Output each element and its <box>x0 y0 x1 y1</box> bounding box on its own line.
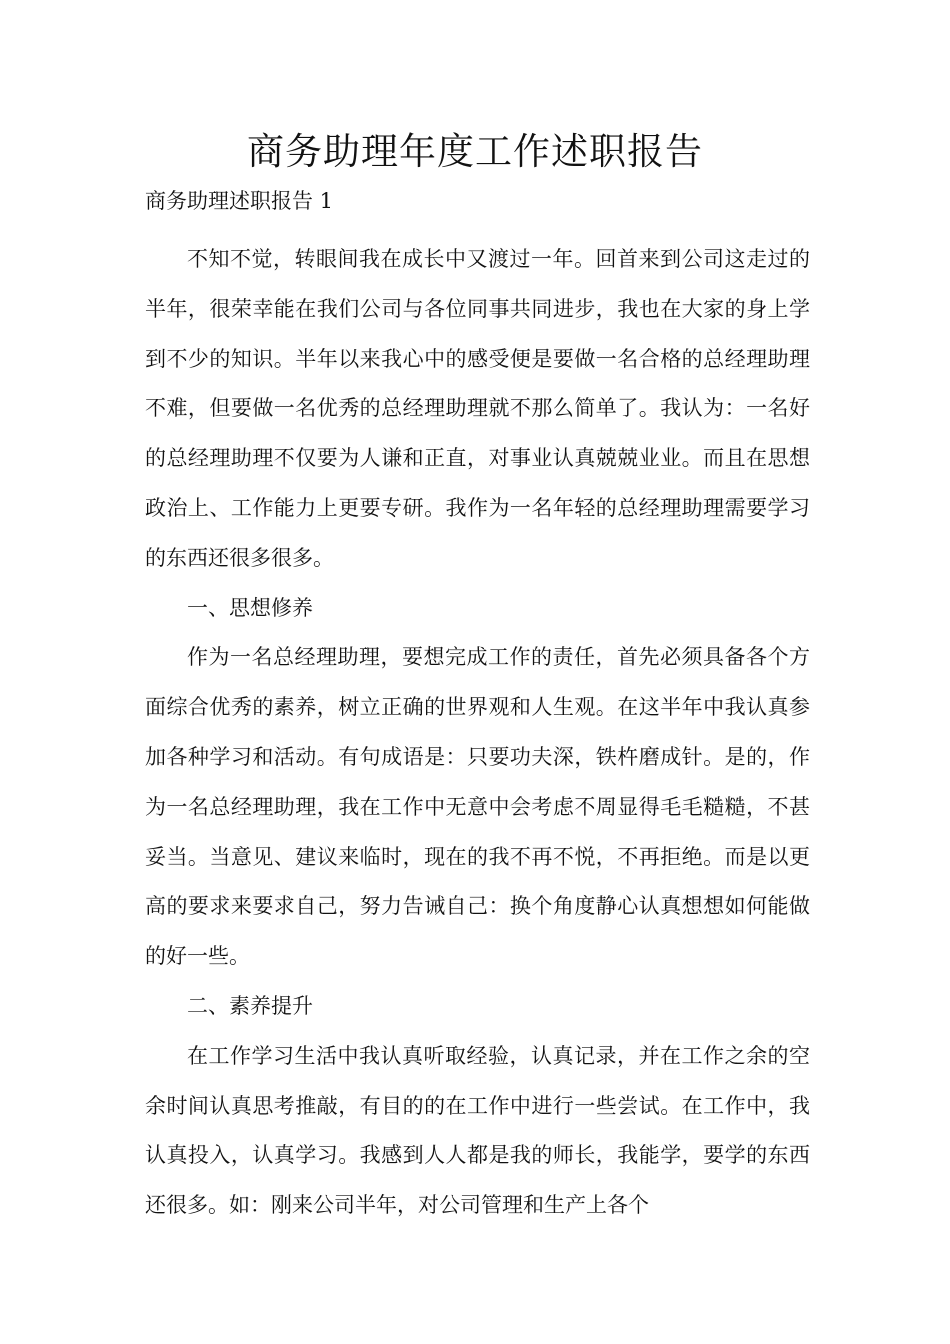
paragraph-section-1: 作为一名总经理助理，要想完成工作的责任，首先必须具备各个方面综合优秀的素养，树立正确的世界观和人生观。在这半年中我认真参加各种学习和活动。有句成语是：只要功夫深，铁杵磨成针。是的，作为一名总经理助理，我在工作中无意中会考虑不周显得毛毛糙糙，不甚妥当。当意见、建议来临时，现在的我不再不悦，不再拒绝。而是以更高的要求来要求自己，努力告诫自己：换个角度静心认真想想如何能做的好一些。 <box>145 645 810 969</box>
paragraph-section-2: 在工作学习生活中我认真听取经验，认真记录，并在工作之余的空余时间认真思考推敲，有目的的在工作中进行一些尝试。在工作中，我认真投入，认真学习。我感到人人都是我的师长，我能学，要学的东西还很多。如：刚来公司半年，对公司管理和生产上各个 <box>145 1043 810 1218</box>
section-heading-1: 一、思想修养 <box>187 595 313 620</box>
document-title: 商务助理年度工作述职报告 <box>247 130 703 173</box>
document-body <box>145 235 810 1231</box>
section-heading-2: 二、素养提升 <box>187 993 313 1018</box>
document-subtitle: 商务助理述职报告 1 <box>145 189 334 213</box>
paragraph-intro: 不知不觉，转眼间我在成长中又渡过一年。回首来到公司这走过的半年，很荣幸能在我们公司与各位同事共同进步，我也在大家的身上学到不少的知识。半年以来我心中的感受便是要做一名合格的总经理助理不难，但要做一名优秀的总经理助理就不那么简单了。我认为：一名好的总经理助理不仅要为人谦和正直，对事业认真兢兢业业。而且在思想政治上、工作能力上更要专研。我作为一名年轻的总经理助理需要学习的东西还很多很多。 <box>145 247 810 570</box>
